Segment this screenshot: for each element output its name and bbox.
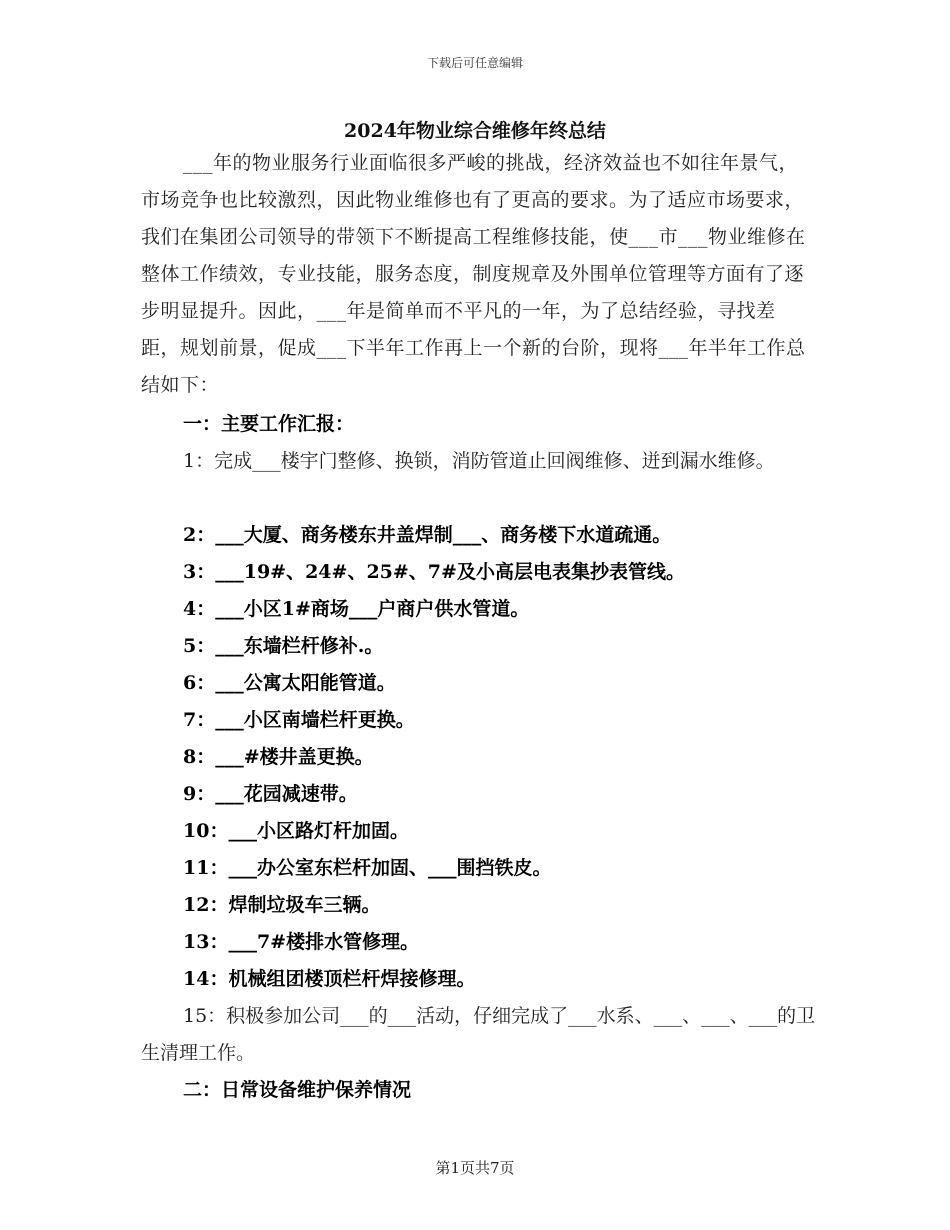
list-item: 14：机械组团楼顶栏杆焊接修理。 <box>183 968 476 990</box>
header-note: 下载后可任意编辑 <box>426 56 523 70</box>
list-item: 8：___#楼井盖更换。 <box>183 746 374 768</box>
intro-paragraph: ___年的物业服务行业面临很多严峻的挑战，经济效益也不如往年景气，市场竞争也比较激烈，因此物业维修也有了更高的要求。为了适应市场要求，我们在集团公司领导的带领下不断提高工程维修技能，使___市___物业维修在整体工作绩效，专业技能，服务态度，制度规章及外围单位管理等方面有了逐步明显提升。因此，___年是简单而不平凡的一年，为了总结经验，寻找差距，规划前景，促成___下半年工作再上一个新的台阶，现将___年半年工作总结如下： <box>141 152 806 396</box>
section-heading-main-work: 一：主要工作汇报： <box>183 413 355 435</box>
list-item: 11：___办公室东栏杆加固、___围挡铁皮。 <box>183 857 552 879</box>
list-item: 6：___公寓太阳能管道。 <box>183 672 396 694</box>
list-item: 5：___东墙栏杆修补.。 <box>183 635 384 657</box>
list-item: 15：积极参加公司___的___活动，仔细完成了___水系、___、___、___的卫生清理工作。 <box>141 1005 816 1064</box>
list-item: 1：完成___楼宇门整修、换锁，消防管道止回阀维修、迸到漏水维修。 <box>183 450 775 472</box>
page-number-footer: 第1页共7页 <box>435 1159 515 1177</box>
section-heading-maintenance: 二：日常设备维护保养情况 <box>183 1079 412 1101</box>
list-item: 12：焊制垃圾车三辆。 <box>183 894 381 916</box>
list-item: 3：___19#、24#、25#、7#及小高层电表集抄表管线。 <box>183 561 685 583</box>
list-item: 9：___花园减速带。 <box>183 783 358 805</box>
document-title: 2024年物业综合维修年终总结 <box>344 120 606 142</box>
list-item: 10：___小区路灯杆加固。 <box>183 820 409 842</box>
list-item: 13：___7#楼排水管修理。 <box>183 931 420 953</box>
list-item: 7：___小区南墙栏杆更换。 <box>183 709 415 731</box>
list-item: 4：___小区1#商场___户商户供水管道。 <box>183 598 530 620</box>
list-item: 2：___大厦、商务楼东井盖焊制___、商务楼下水道疏通。 <box>183 524 672 546</box>
